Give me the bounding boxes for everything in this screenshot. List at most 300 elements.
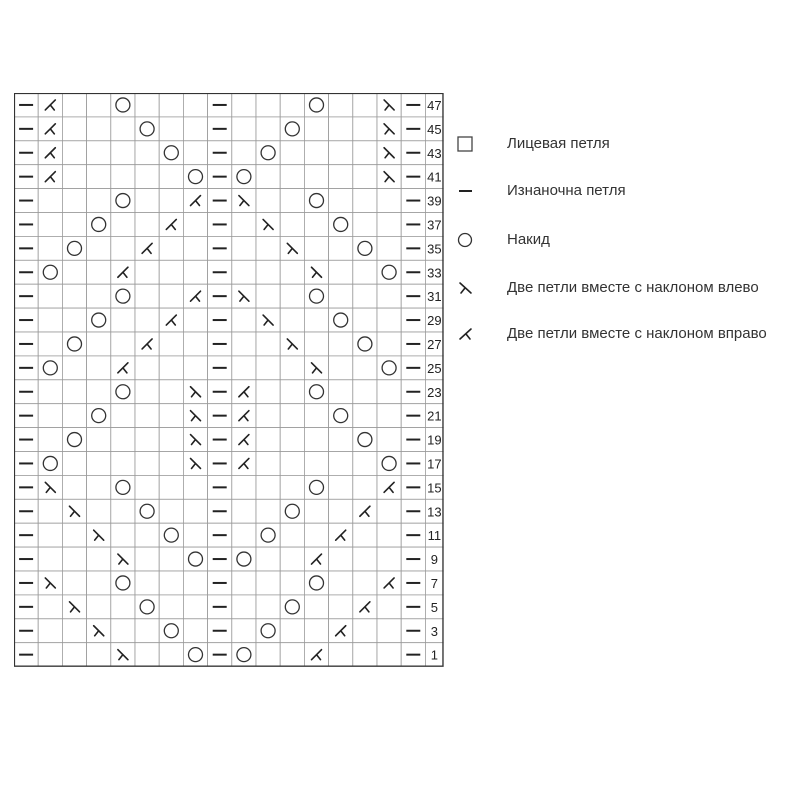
purl-cell [208,619,232,643]
svg-text:27: 27 [427,336,442,352]
purl-cell [401,356,425,380]
purl-cell [208,189,232,213]
knit-cell [232,571,256,595]
k2tog-left-cell [377,93,401,117]
knit-cell [353,452,377,476]
purl-cell [208,236,232,260]
knit-cell [256,380,280,404]
knit-cell [135,643,159,667]
yarn-over-cell [38,356,62,380]
knit-cell [159,260,183,284]
yarn-over-cell [304,475,328,499]
svg-text:43: 43 [427,145,442,161]
yarn-over-cell [353,332,377,356]
row-number [425,595,443,619]
knit-cell [329,643,353,667]
knit-cell [159,93,183,117]
knit-cell [183,236,207,260]
k2tog-right-cell [38,165,62,189]
purl-cell [14,236,38,260]
knit-cell [232,308,256,332]
knit-cell [232,93,256,117]
knit-cell [62,308,86,332]
knit-cell [304,595,328,619]
knit-cell [329,571,353,595]
yarn-over-cell [280,499,304,523]
knit-cell [256,236,280,260]
k2tog-right-cell [353,499,377,523]
k2tog-right-cell [38,117,62,141]
k2tog-right-cell [38,93,62,117]
purl-cell [14,165,38,189]
svg-text:37: 37 [427,217,442,233]
row-number [425,260,443,284]
knit-cell [280,93,304,117]
k2tog-left-icon [455,276,477,300]
knit-cell [159,189,183,213]
knit-cell [38,595,62,619]
knit-cell [62,452,86,476]
knit-cell [304,404,328,428]
row-number [425,213,443,237]
purl-cell [401,571,425,595]
k2tog-right-cell [159,308,183,332]
purl-cell [208,595,232,619]
knit-cell [329,165,353,189]
knit-cell [256,547,280,571]
knit-cell [280,260,304,284]
knit-cell [353,380,377,404]
knit-cell [256,643,280,667]
knit-cell [38,189,62,213]
yarn-over-cell [38,260,62,284]
knit-cell [304,141,328,165]
k2tog-left-cell [183,380,207,404]
purl-cell [401,236,425,260]
svg-text:13: 13 [427,504,442,520]
purl-cell [401,213,425,237]
knit-cell [87,332,111,356]
knit-cell [232,117,256,141]
knit-cell [280,141,304,165]
knit-cell [377,236,401,260]
knit-cell [377,547,401,571]
k2tog-left-cell [111,643,135,667]
knit-cell [232,475,256,499]
knit-cell [232,236,256,260]
purl-cell [14,141,38,165]
knit-cell [377,284,401,308]
knit-cell [111,452,135,476]
knit-cell [377,189,401,213]
purl-cell [208,117,232,141]
purl-cell [14,571,38,595]
knit-cell [38,332,62,356]
purl-cell [401,523,425,547]
knit-cell [183,117,207,141]
knit-cell [38,547,62,571]
legend-label-purl: Изнаночна петля [507,182,626,199]
purl-cell [208,428,232,452]
purl-cell [208,141,232,165]
yarn-over-cell [87,308,111,332]
yarn-over-cell [135,117,159,141]
knit-cell [159,404,183,428]
knit-cell [135,523,159,547]
knit-cell [183,332,207,356]
legend-label-knit: Лицевая петля [507,135,610,152]
knit-cell [87,595,111,619]
purl-cell [208,308,232,332]
knit-cell [183,141,207,165]
purl-cell [401,428,425,452]
svg-text:39: 39 [427,193,442,209]
knit-cell [87,117,111,141]
knit-cell [353,213,377,237]
purl-cell [208,404,232,428]
k2tog-left-cell [62,499,86,523]
purl-cell [208,213,232,237]
k2tog-right-cell [135,332,159,356]
k2tog-right-cell [232,380,256,404]
knit-cell [329,356,353,380]
k2tog-left-cell [183,428,207,452]
row-number [425,165,443,189]
k2tog-left-cell [256,308,280,332]
svg-text:35: 35 [427,241,442,257]
knit-cell [159,547,183,571]
knit-cell [304,165,328,189]
yarn-over-cell [329,404,353,428]
row-number [425,571,443,595]
purl-cell [208,260,232,284]
row-number [425,547,443,571]
k2tog-left-cell [62,595,86,619]
knit-cell [62,165,86,189]
k2tog-left-cell [232,284,256,308]
knit-cell [38,523,62,547]
purl-cell [401,643,425,667]
knit-cell [135,452,159,476]
knit-cell [304,236,328,260]
knit-cell [38,619,62,643]
svg-text:25: 25 [427,360,442,376]
purl-cell [14,356,38,380]
knit-cell [280,308,304,332]
knit-cell [135,380,159,404]
knit-cell [353,117,377,141]
knit-cell [183,260,207,284]
knit-cell [353,571,377,595]
purl-cell [208,356,232,380]
svg-text:17: 17 [427,456,442,472]
knit-cell [329,475,353,499]
k2tog-right-cell [183,189,207,213]
purl-cell [208,93,232,117]
knit-cell [135,141,159,165]
knit-cell [159,499,183,523]
row-number [425,284,443,308]
knit-cell [304,523,328,547]
knit-cell [304,117,328,141]
knit-cell [183,93,207,117]
knit-cell [87,428,111,452]
svg-text:23: 23 [427,384,442,400]
knit-cell [183,308,207,332]
svg-text:15: 15 [427,480,442,496]
knit-cell [353,260,377,284]
yarn-over-cell [232,547,256,571]
knit-cell [87,93,111,117]
yarn-over-cell [159,141,183,165]
purl-cell [208,452,232,476]
yarn-over-cell [159,619,183,643]
purl-cell [401,595,425,619]
knit-cell [87,475,111,499]
knit-cell [159,380,183,404]
knit-cell [87,165,111,189]
k2tog-right-cell [377,571,401,595]
yarn-over-cell [304,93,328,117]
knit-cell [329,380,353,404]
knit-cell [232,499,256,523]
yarn-over-cell [111,380,135,404]
knit-cell [329,428,353,452]
knit-cell [377,643,401,667]
yarn-over-cell [62,236,86,260]
knit-cell [280,284,304,308]
purl-cell [401,189,425,213]
knit-cell [183,356,207,380]
knit-cell [280,523,304,547]
row-number [425,332,443,356]
knit-cell [256,332,280,356]
knit-cell [329,260,353,284]
knit-cell [111,523,135,547]
knit-cell [353,308,377,332]
purl-cell [14,499,38,523]
yarn-over-cell [111,284,135,308]
knit-cell [135,284,159,308]
legend-label-k2tog-left: Две петли вместе с наклоном влево [507,279,759,296]
knit-cell [111,117,135,141]
yarn-over-cell [304,571,328,595]
yarn-over-cell [280,595,304,619]
knit-cell [256,475,280,499]
row-number [425,380,443,404]
purl-cell [14,380,38,404]
purl-cell [14,213,38,237]
k2tog-left-cell [256,213,280,237]
legend-label-k2tog-right: Две петли вместе с наклоном вправо [507,325,767,342]
yarn-over-icon [455,228,477,252]
knit-cell [280,547,304,571]
row-number [425,428,443,452]
knit-cell [232,213,256,237]
yarn-over-cell [256,141,280,165]
k2tog-left-cell [38,475,62,499]
svg-text:45: 45 [427,121,442,137]
knit-cell [38,404,62,428]
knit-cell [304,428,328,452]
k2tog-right-cell [38,141,62,165]
yarn-over-cell [87,213,111,237]
yarn-over-cell [329,308,353,332]
purl-cell [14,643,38,667]
row-number [425,452,443,476]
knit-cell [232,595,256,619]
knit-cell [159,452,183,476]
knit-cell [353,189,377,213]
knit-cell [353,141,377,165]
knit-cell [135,165,159,189]
yarn-over-cell [159,523,183,547]
knit-cell [256,117,280,141]
purl-cell [14,547,38,571]
yarn-over-cell [256,619,280,643]
row-number [425,619,443,643]
knit-cell [135,404,159,428]
yarn-over-cell [135,499,159,523]
knit-cell [256,93,280,117]
knit-cell [304,619,328,643]
knit-cell [377,499,401,523]
svg-text:21: 21 [427,408,442,424]
knit-cell [329,499,353,523]
k2tog-right-cell [377,475,401,499]
knit-cell [304,332,328,356]
knit-cell [353,523,377,547]
yarn-over-cell [377,260,401,284]
purl-cell [14,595,38,619]
knit-cell [377,595,401,619]
k2tog-right-cell [135,236,159,260]
row-number [425,499,443,523]
k2tog-right-cell [232,452,256,476]
knit-cell [87,284,111,308]
purl-cell [208,523,232,547]
k2tog-left-cell [304,260,328,284]
knit-cell [87,547,111,571]
knit-cell [159,571,183,595]
yarn-over-cell [62,332,86,356]
svg-text:7: 7 [430,575,439,591]
knit-cell [329,284,353,308]
knit-cell [87,452,111,476]
knit-cell [256,452,280,476]
purl-cell [401,141,425,165]
knit-cell [377,428,401,452]
knit-cell [111,165,135,189]
row-number [425,93,443,117]
knit-cell [111,404,135,428]
knit-cell [232,523,256,547]
purl-cell [208,571,232,595]
knit-cell [232,141,256,165]
purl-cell [208,547,232,571]
knit-cell [62,475,86,499]
knit-cell [256,595,280,619]
yarn-over-cell [183,547,207,571]
knit-cell [256,404,280,428]
knit-cell [38,236,62,260]
knit-cell [87,380,111,404]
knit-cell [329,93,353,117]
knit-cell [159,165,183,189]
yarn-over-cell [304,284,328,308]
knit-cell [38,380,62,404]
k2tog-left-cell [87,619,111,643]
k2tog-right-icon [455,322,477,346]
row-number [425,523,443,547]
knit-cell [87,499,111,523]
knit-cell [329,117,353,141]
knit-cell [38,428,62,452]
knit-cell [135,571,159,595]
knit-cell [62,404,86,428]
k2tog-left-cell [377,141,401,165]
knit-cell [256,571,280,595]
purl-cell [14,523,38,547]
knit-cell [377,523,401,547]
knit-cell [38,284,62,308]
purl-cell [208,643,232,667]
purl-cell [14,619,38,643]
knit-cell [304,452,328,476]
purl-cell [401,452,425,476]
knit-cell [280,404,304,428]
knit-cell [329,189,353,213]
knit-cell [353,93,377,117]
svg-text:1: 1 [430,647,439,663]
knit-cell [62,619,86,643]
purl-cell [208,332,232,356]
knit-cell [183,595,207,619]
knitting-chart [14,93,444,668]
yarn-over-cell [232,643,256,667]
knit-cell [135,189,159,213]
purl-cell [14,332,38,356]
purl-cell [14,404,38,428]
row-number [425,404,443,428]
purl-cell [14,260,38,284]
purl-cell [401,404,425,428]
purl-cell [208,475,232,499]
svg-text:41: 41 [427,169,442,185]
knit-cell [62,547,86,571]
k2tog-right-cell [183,284,207,308]
yarn-over-cell [111,189,135,213]
row-number [425,643,443,667]
knit-cell [62,356,86,380]
knit-cell [377,380,401,404]
knit-cell [159,356,183,380]
knit-cell [256,284,280,308]
knit-cell [280,213,304,237]
knit-cell [232,356,256,380]
yarn-over-cell [256,523,280,547]
svg-text:31: 31 [427,289,442,305]
knit-cell [62,260,86,284]
purl-cell [401,475,425,499]
knit-cell [280,189,304,213]
k2tog-left-cell [280,236,304,260]
k2tog-left-cell [38,571,62,595]
yarn-over-cell [377,452,401,476]
knit-cell [62,189,86,213]
row-number [425,356,443,380]
yarn-over-cell [38,452,62,476]
